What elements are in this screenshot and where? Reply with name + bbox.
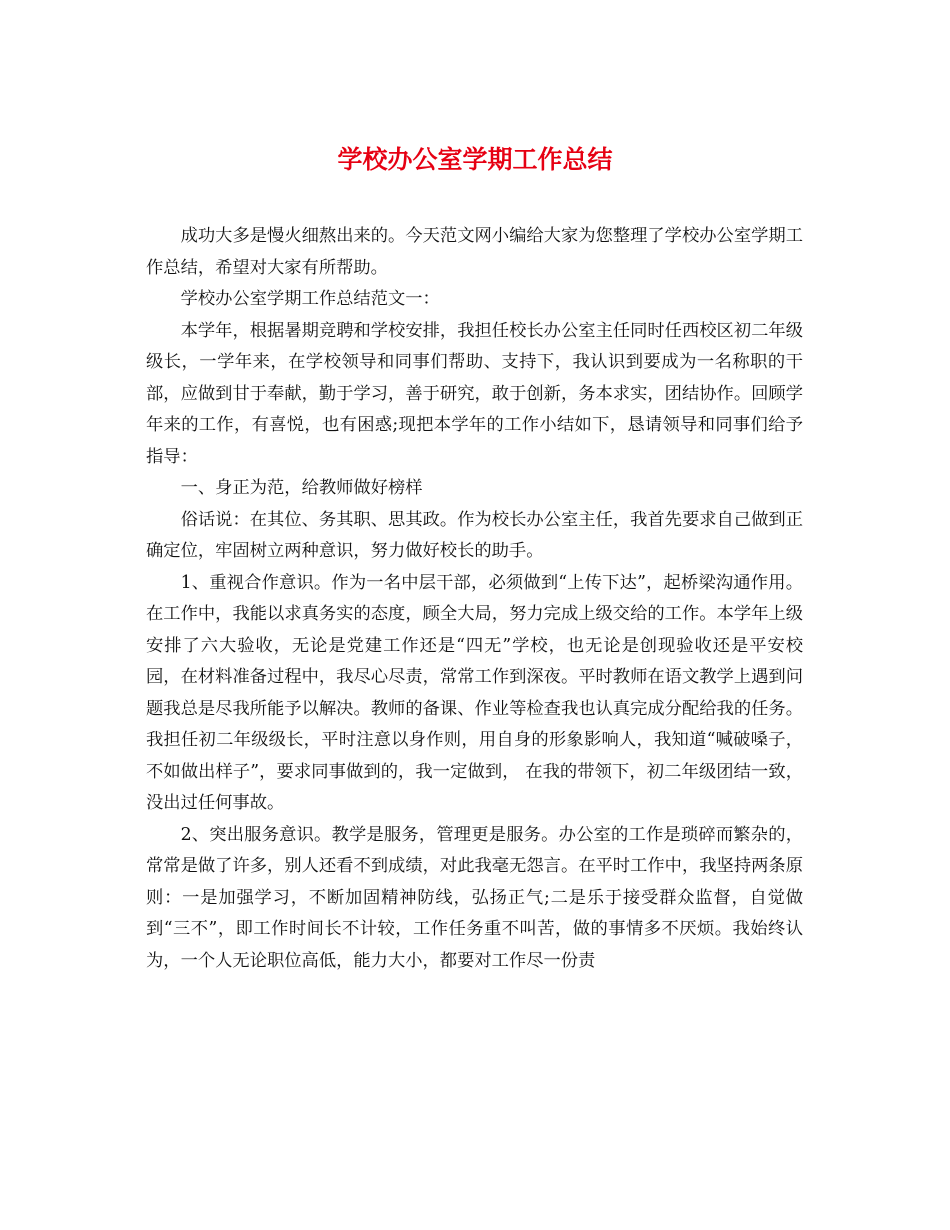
paragraph-item-1: 1、重视合作意识。作为一名中层干部，必须做到“上传下达”，起桥梁沟通作用。在工作中，我能以求真务实的态度，顾全大局，努力完成上级交给的工作。本学年上级安排了六大验收，无论是党建工作还是“四无”学校，也无论是创现验收还是平安校园，在材料准备过程中，我尽心尽责，常常工作到深夜。平时教师在语文教学上遇到问题我总是尽我所能予以解决。教师的备课、作业等检查我也认真完成分配给我的任务。我担任初二年级级长，平时注意以身作则，用自身的形象影响人，我知道“喊破嗓子，不如做出样子”，要求同事做到的，我一定做到， 在我的带领下，初二年级团结一致，没出过任何事故。	[146, 572, 803, 813]
paragraph-section-1-intro: 俗话说：在其位、务其职、思其政。作为校长办公室主任，我首先要求自己做到正确定位，牢固树立两种意识，努力做好校长的助手。	[146, 509, 803, 561]
document-body	[146, 221, 803, 977]
paragraph-sample-heading: 学校办公室学期工作总结范文一：	[180, 289, 440, 309]
document-title: 学校办公室学期工作总结	[337, 145, 613, 174]
paragraph-intro: 成功大多是慢火细熬出来的。今天范文网小编给大家为您整理了学校办公室学期工作总结，希望对大家有所帮助。	[146, 226, 803, 278]
paragraph-item-2: 2、突出服务意识。教学是服务，管理更是服务。办公室的工作是琐碎而繁杂的，常常是做了许多，别人还看不到成绩，对此我毫无怨言。在平时工作中，我坚持两条原则：一是加强学习，不断加固精神防线，弘扬正气;二是乐于接受群众监督，自觉做到“三不”，即工作时间长不计较，工作任务重不叫苦，做的事情多不厌烦。我始终认为，一个人无论职位高低，能力大小，都要对工作尽一份责	[146, 824, 803, 971]
section-heading-1: 一、身正为范，给教师做好榜样	[180, 478, 423, 498]
paragraph-overview: 本学年，根据暑期竞聘和学校安排，我担任校长办公室主任同时任西校区初二年级级长，一学年来，在学校领导和同事们帮助、支持下，我认识到要成为一名称职的干部，应做到甘于奉献，勤于学习，善于研究，敢于创新，务本求实，团结协作。回顾学年来的工作，有喜悦，也有困惑;现把本学年的工作小结如下，恳请领导和同事们给予指导：	[146, 320, 803, 467]
